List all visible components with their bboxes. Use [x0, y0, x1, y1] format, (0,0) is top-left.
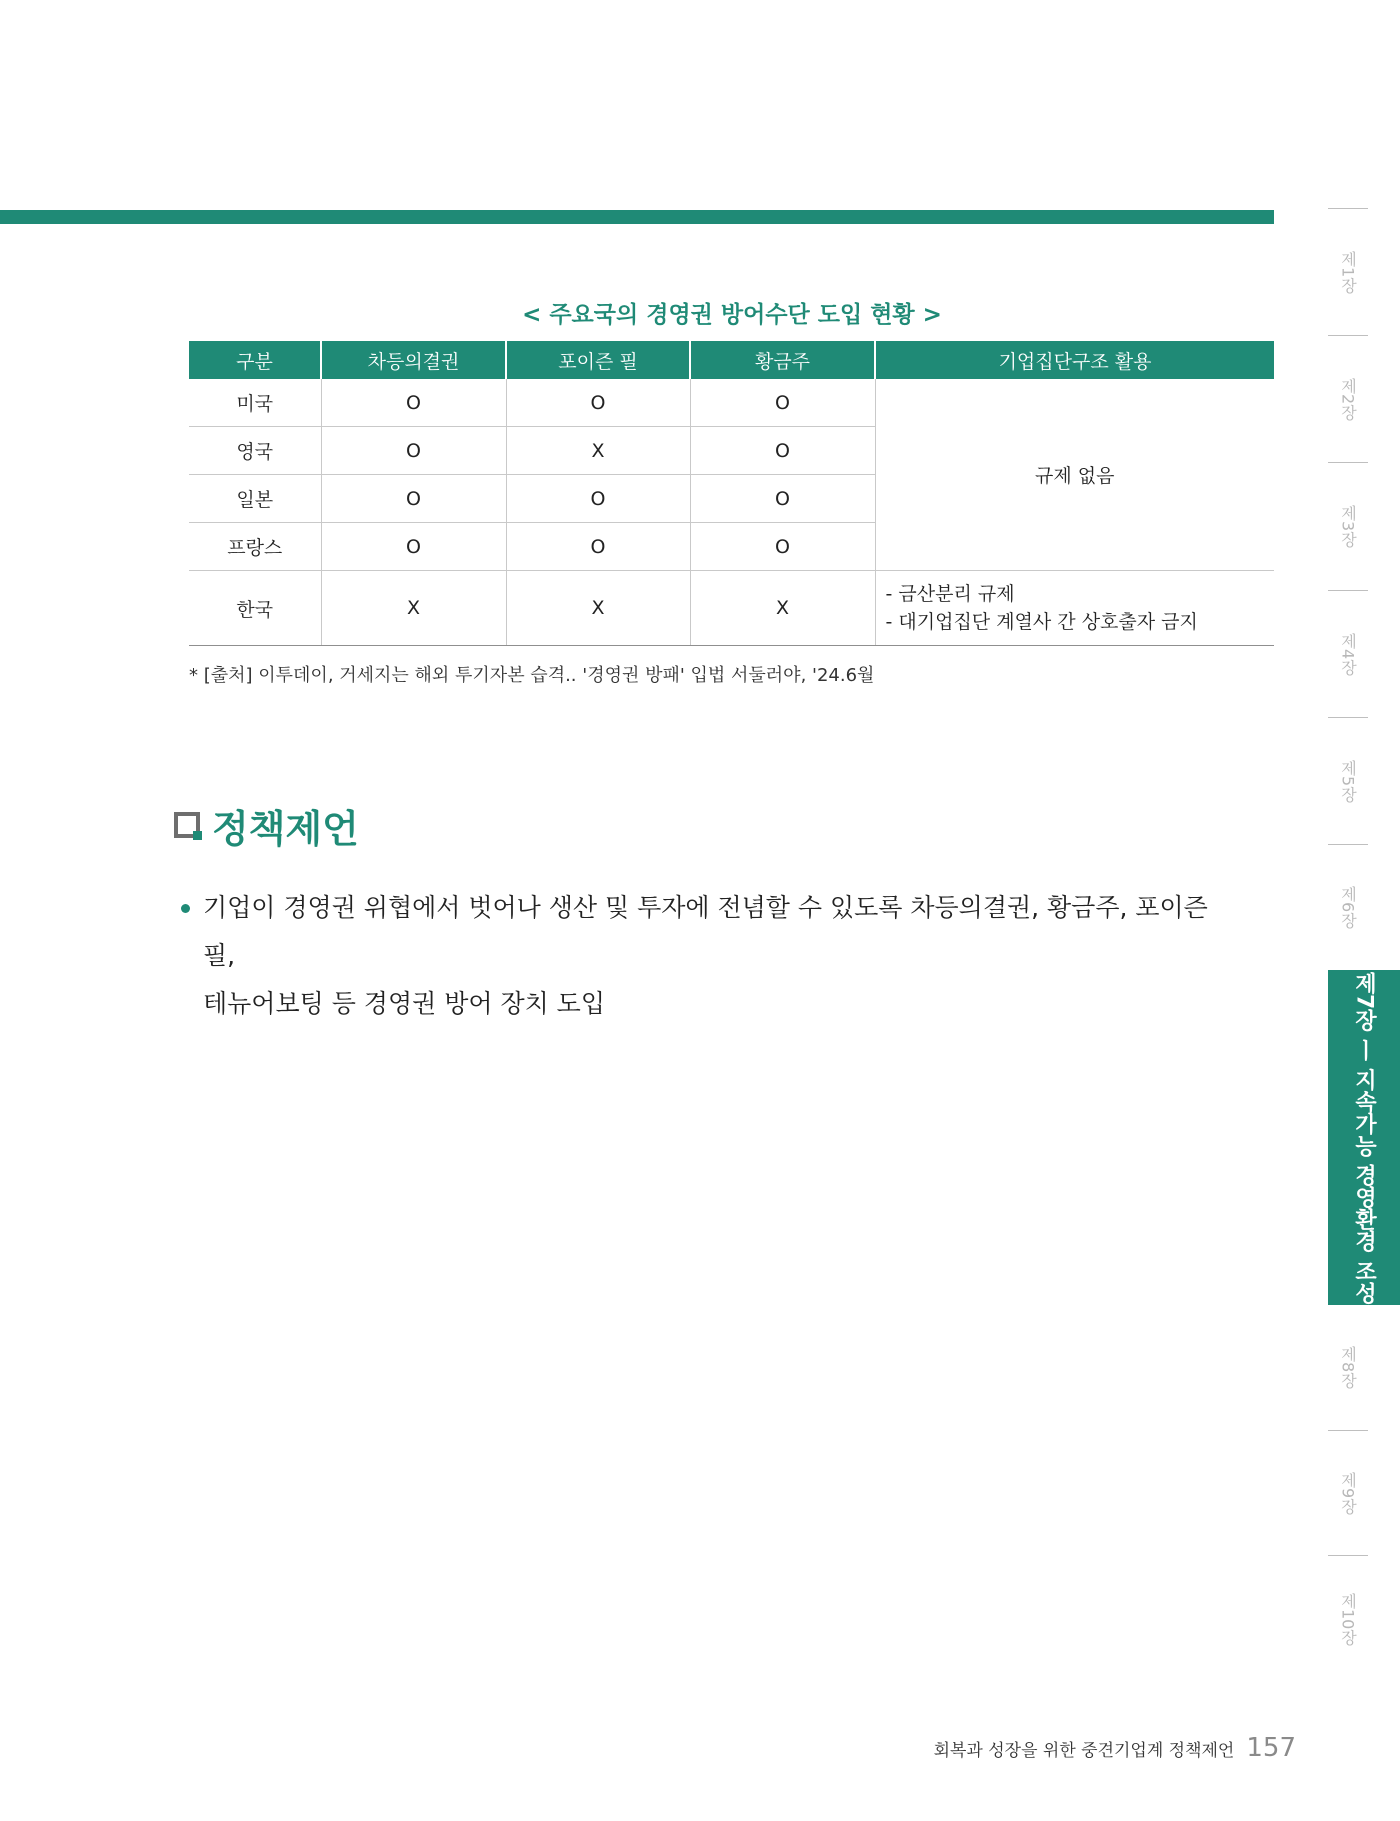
table-cell: O — [321, 475, 506, 523]
country-cell: 미국 — [189, 379, 321, 427]
table-row — [189, 379, 1274, 427]
page-footer — [934, 1733, 1296, 1763]
table-cell: O — [506, 379, 690, 427]
table-cell: O — [321, 523, 506, 571]
side-tab-active-chapter-7[interactable]: 제7장 ㅣ 지속가능 경영환경 조성 — [1328, 970, 1400, 1305]
section-title: 정책제언 — [212, 806, 359, 851]
side-tab-chapter-2[interactable]: 제2장 — [1338, 377, 1358, 421]
table-title: < 주요국의 경영권 방어수단 도입 현황 > — [522, 302, 942, 328]
table-cell: O — [506, 523, 690, 571]
header-category: 구분 — [189, 341, 321, 379]
side-tab-chapter-8[interactable]: 제8장 — [1338, 1346, 1358, 1389]
side-tab-chapter-6[interactable]: 제6장 — [1338, 886, 1358, 929]
table-row — [189, 571, 1274, 646]
table-cell: X — [321, 571, 506, 646]
bullet-line: 테뉴어보팅 등 경영권 방어 장치 도입 — [203, 989, 605, 1018]
korea-note: - 대기업집단 계열사 간 상호출자 금지 — [885, 611, 1198, 633]
table-cell: X — [506, 427, 690, 475]
country-cell: 일본 — [189, 475, 321, 523]
table-source-note: * [출처] 이투데이, 거세지는 해외 투기자본 습격.. '경영권 방패' 입법 서둘러야, '24.6월 — [189, 665, 875, 686]
side-tab-chapter-10[interactable]: 제10장 — [1338, 1592, 1358, 1646]
korea-notes-cell — [875, 571, 1274, 646]
top-accent-rule — [0, 210, 1274, 224]
table-cell: O — [321, 379, 506, 427]
country-cell: 프랑스 — [189, 523, 321, 571]
header-dual-class-shares: 차등의결권 — [321, 341, 506, 379]
side-tab-chapter-9[interactable]: 제9장 — [1338, 1471, 1358, 1515]
table-cell: O — [506, 475, 690, 523]
table-cell: O — [321, 427, 506, 475]
country-cell: 한국 — [189, 571, 321, 646]
table-cell: O — [690, 523, 875, 571]
country-cell: 영국 — [189, 427, 321, 475]
table-cell: X — [690, 571, 875, 646]
policy-bullet — [178, 884, 1228, 1028]
footer-book-title: 회복과 성장을 위한 중견기업계 정책제언 — [933, 1741, 1235, 1761]
korea-note: - 금산분리 규제 — [885, 583, 1015, 605]
side-tab-chapter-4[interactable]: 제4장 — [1338, 632, 1358, 676]
table-header-row — [189, 341, 1274, 379]
table-cell: O — [690, 379, 875, 427]
header-group-structure: 기업집단구조 활용 — [875, 341, 1274, 379]
side-tab-chapter-3[interactable]: 제3장 — [1338, 505, 1358, 548]
bullet-dot-icon — [181, 904, 190, 913]
table-cell: O — [690, 475, 875, 523]
side-tab-chapter-1[interactable]: 제1장 — [1338, 250, 1358, 294]
table-cell: X — [506, 571, 690, 646]
defense-measures-table — [189, 341, 1274, 646]
page-number: 157 — [1246, 1733, 1296, 1763]
section-heading — [174, 800, 359, 850]
side-tab-chapter-5[interactable]: 제5장 — [1338, 759, 1358, 803]
square-bullet-icon — [174, 812, 200, 838]
bullet-line: 기업이 경영권 위협에서 벗어나 생산 및 투자에 전념할 수 있도록 차등의결권, 황금주, 포이즌 필, — [203, 893, 1208, 970]
header-golden-share: 황금주 — [690, 341, 875, 379]
table-cell: O — [690, 427, 875, 475]
header-poison-pill: 포이즌 필 — [506, 341, 690, 379]
merged-note-cell: 규제 없음 — [875, 379, 1274, 571]
